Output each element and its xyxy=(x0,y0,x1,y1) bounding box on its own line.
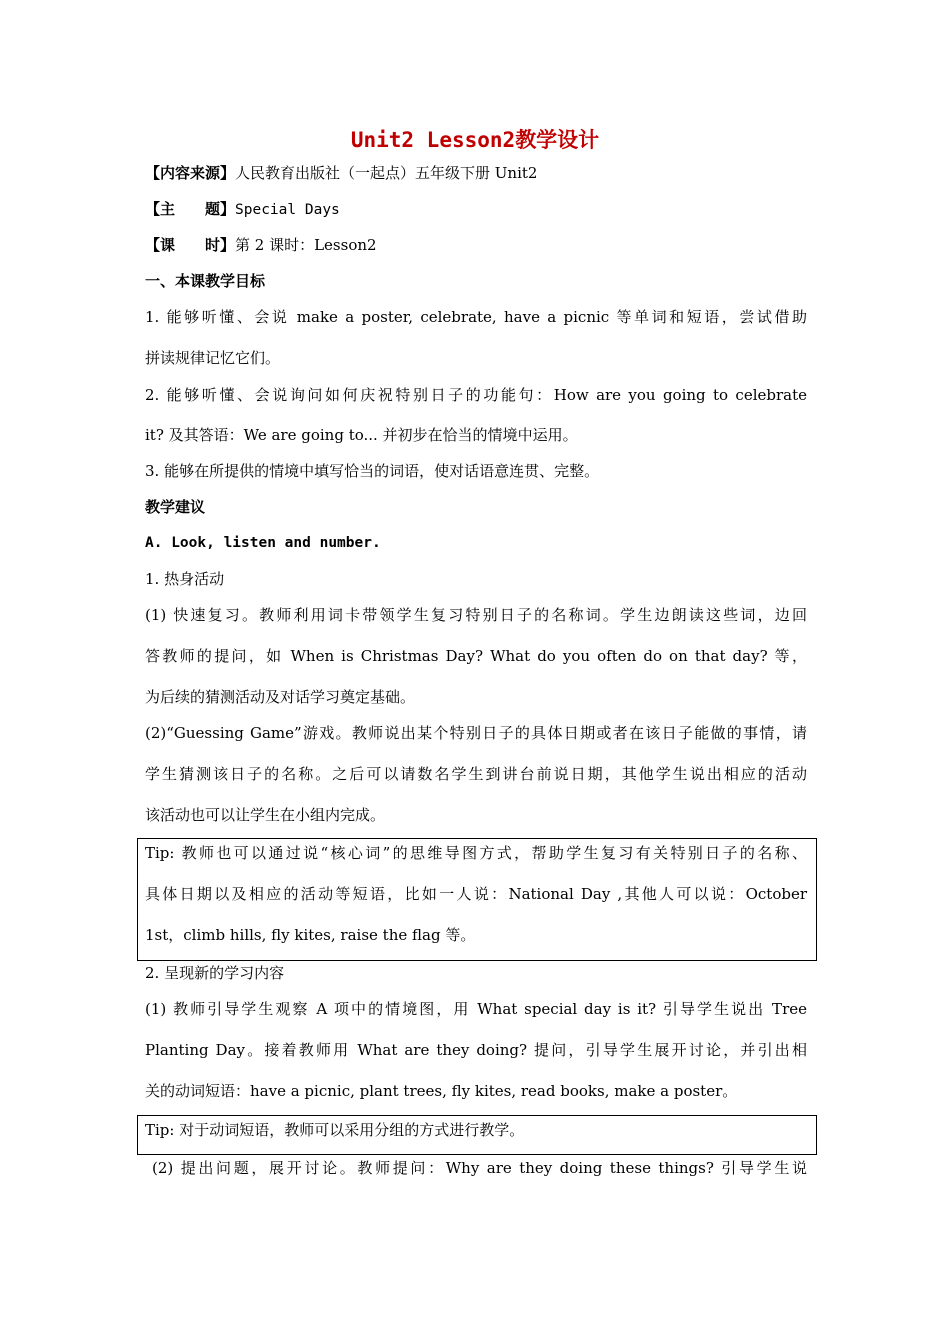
tip-1-line-3: 1st，climb hills, fly kites, raise the flag 等。 xyxy=(145,926,476,944)
meta-period xyxy=(145,235,807,255)
meta-source xyxy=(145,163,807,183)
period-value: 第 2 课时：Lesson2 xyxy=(235,236,377,254)
section2-heading: 教学建议 xyxy=(145,498,206,516)
meta-topic xyxy=(145,199,807,220)
goal-2-line-1: 2. 能够听懂、会说询问如何庆祝特别日子的功能句：How are you going to celebrate xyxy=(145,386,807,404)
paragraph-2-line-2: 学生猜测该日子的名称。之后可以请数名学生到讲台前说日期，其他学生说出相应的活动 xyxy=(145,765,807,783)
paragraph-1-line-1: (1) 快速复习。教师利用词卡带领学生复习特别日子的名称词。学生边朗读这些词，边回 xyxy=(145,606,807,624)
paragraph-4-line-1: (2) 提出问题，展开讨论。教师提问：Why are they doing these things? 引导学生说 xyxy=(152,1159,807,1177)
step-2-heading: 2. 呈现新的学习内容 xyxy=(145,964,285,982)
title-english: Unit2 Lesson2 xyxy=(350,128,516,152)
paragraph-2-line-1: (2)“Guessing Game”游戏。教师说出某个特别日子的具体日期或者在该日子能做的事情，请 xyxy=(145,724,807,742)
title-chinese: 教学设计 xyxy=(515,127,600,152)
tip-1-line-1: Tip: 教师也可以通过说“核心词”的思维导图方式，帮助学生复习有关特别日子的名称、 xyxy=(145,844,807,862)
source-value: 人民教育出版社（一起点）五年级下册 Unit2 xyxy=(235,164,538,182)
goal-1-line-2: 拼读规律记忆它们。 xyxy=(145,349,281,367)
paragraph-1-line-2: 答教师的提问，如 When is Christmas Day? What do you often do on that day? 等， xyxy=(145,647,807,665)
paragraph-1-line-3: 为后续的猜测活动及对话学习奠定基础。 xyxy=(145,688,416,706)
period-label: 【课 时】 xyxy=(145,236,236,254)
goal-2-line-2: it? 及其答语：We are going to... 并初步在恰当的情境中运用。 xyxy=(145,426,578,444)
goal-3: 3. 能够在所提供的情境中填写恰当的词语，使对话语意连贯、完整。 xyxy=(145,462,600,480)
section1-heading: 一、本课教学目标 xyxy=(145,272,266,290)
topic-value: Special Days xyxy=(235,202,340,218)
activity-title: A. Look, listen and number. xyxy=(145,535,381,551)
paragraph-3-line-3: 关的动词短语：have a picnic, plant trees, fly kites, read books, make a poster。 xyxy=(145,1082,738,1100)
source-label: 【内容来源】 xyxy=(145,164,236,182)
goal-1-line-1: 1. 能够听懂、会说 make a poster, celebrate, have a picnic 等单词和短语，尝试借助 xyxy=(145,308,807,326)
tip-1-line-2: 具体日期以及相应的活动等短语，比如一人说：National Day ,其他人可以说：October xyxy=(145,885,807,903)
tip-2-text: Tip: 对于动词短语，教师可以采用分组的方式进行教学。 xyxy=(145,1121,525,1139)
paragraph-2-line-3: 该活动也可以让学生在小组内完成。 xyxy=(145,806,386,824)
paragraph-3-line-1: (1) 教师引导学生观察 A 项中的情境图，用 What special day is it? 引导学生说出 Tree xyxy=(145,1000,807,1018)
document-title xyxy=(0,124,950,154)
topic-label: 【主 题】 xyxy=(145,200,236,218)
step-1-heading: 1. 热身活动 xyxy=(145,570,225,588)
paragraph-3-line-2: Planting Day。接着教师用 What are they doing? 提问，引导学生展开讨论，并引出相 xyxy=(145,1041,807,1059)
